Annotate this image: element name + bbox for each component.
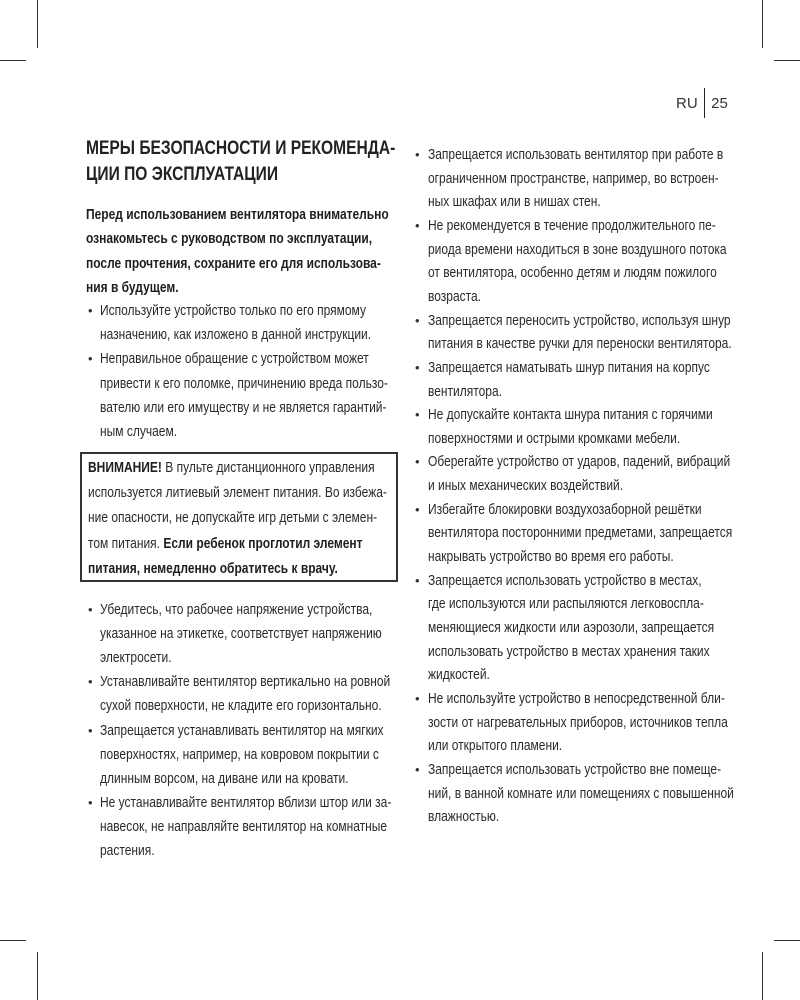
list-item-text: возраста. [428,287,481,305]
list-item-text: электросети. [100,649,172,667]
bullet-icon: • [88,794,93,810]
page-header [676,88,728,118]
warning-text: ние опасности, не допускайте игр детьми с элемен- [88,509,378,527]
list-item-text: зости от нагревательных приборов, источников тепла [428,713,728,731]
bullet-icon: • [415,407,420,423]
list-item-text: Используйте устройство только по его прямому [100,302,366,319]
list-item-text: Не допускайте контакта шнура питания с горячими [428,406,713,424]
list-item-text: питания в качестве ручки для переноски вентилятора. [428,335,732,353]
bullet-icon: • [88,351,93,367]
list-item-text: Избегайте блокировки воздухозаборной решётки [428,500,702,518]
list-item-text: сухой поверхности, не кладите его горизонтально. [100,697,382,715]
crop-mark [762,952,763,1000]
list-item-text: влажностью. [428,808,500,826]
warning-text: том питания. [88,534,164,552]
list-item-text: указанное на этикетке, соответствует напряжению [100,625,382,643]
list-item-text: Запрещается устанавливать вентилятор на мягких [100,721,384,739]
list-item-text: Неправильное обращение с устройством может [100,350,369,368]
list-item-text: растения. [100,842,155,859]
list-item-text: накрывать устройство во время его работы. [428,548,674,566]
warning-line [88,535,363,553]
bullet-icon: • [415,501,420,517]
bullet-icon: • [88,674,93,690]
bullet-icon: • [415,147,420,162]
list-item-text: от вентилятора, особенно детям и людям пожилого [428,264,717,282]
page-title: МЕРЫ БЕЗОПАСНОСТИ И РЕКОМЕНДА- [86,138,396,159]
list-item-text: или открытого пламени. [428,737,563,755]
header-divider [704,88,706,118]
list-item-text: навесок, не направляйте вентилятор на комнатные [100,817,388,835]
list-item-text: Не рекомендуется в течение продолжительного пе- [428,216,716,234]
list-item-text: вателю или его имуществу и не является гарантий- [100,398,387,416]
list-item-text: Запрещается переносить устройство, используя шнур [428,311,731,329]
list-item-text: вентилятора посторонними предметами, запрещается [428,524,733,542]
bullet-icon: • [88,722,93,738]
warning-bold-text: Если ребенок проглотил элемент [163,534,363,552]
bullet-icon: • [415,572,420,588]
crop-mark [774,60,800,61]
bullet-icon: • [415,761,420,777]
list-item-text: длинным ворсом, на диване или на кровати. [100,769,349,787]
crop-mark [774,940,800,941]
warning-line [88,560,338,578]
crop-mark [0,60,26,61]
list-item-text: поверхностями и острыми кромками мебели. [428,429,681,447]
bullet-icon: • [415,217,420,233]
crop-mark [37,952,38,1000]
bullet-icon: • [88,602,93,617]
list-item-text: Устанавливайте вентилятор вертикально на ровной [100,673,391,691]
warning-text: В пульте дистанционного управления [161,459,375,476]
bullet-icon: • [415,359,420,375]
bullet-icon: • [415,454,420,470]
list-item-text: вентилятора. [428,382,502,400]
list-item-text: Запрещается использовать вентилятор при работе в [428,146,724,163]
crop-mark [37,0,38,48]
list-item-text: Запрещается наматывать шнур питания на корпус [428,358,710,376]
list-item-text: и иных механических воздействий. [428,477,624,495]
list-item-text: ограниченном пространстве, например, во встроен- [428,169,719,187]
list-item-text: Запрещается использовать устройство в местах, [428,571,702,589]
list-item-text: ных шкафах или в нишах стен. [428,193,601,211]
list-item-text: ным случаем. [100,423,178,440]
page-title: ЦИИ ПО ЭКСПЛУАТАЦИИ [86,164,279,185]
list-item-text: назначению, как изложено в данной инструкции. [100,326,372,344]
intro-text: Перед использованием вентилятора внимательно [86,206,389,223]
crop-mark [762,0,763,48]
intro-text: ния в будущем. [86,278,179,296]
list-item-text: Запрещается использовать устройство вне помеще- [428,760,722,778]
list-item-text: поверхностях, например, на ковровом покрытии с [100,745,379,763]
warning-bold-text: питания, немедленно обратитесь к врачу. [88,559,338,577]
list-item-text: риода времени находиться в зоне воздушного потока [428,240,727,258]
list-item-text: жидкостей. [428,666,490,684]
list-item-text: меняющиеся жидкости или аэрозоли, запрещается [428,619,715,636]
list-item-text: ний, в ванной комнате или помещениях с повышенной [428,784,734,802]
warning-bold-text: ВНИМАНИЕ! [88,459,162,476]
list-item-text: Не устанавливайте вентилятор вблизи штор или за- [100,793,392,811]
crop-mark [0,940,26,941]
bullet-icon: • [415,690,420,706]
warning-text: используется литиевый элемент питания. Во избежа- [88,484,387,502]
list-item-text: где используются или распыляются легковоспла- [428,595,704,613]
page-number: 25 [711,94,728,112]
intro-text: ознакомьтесь с руководством по эксплуатации, [86,230,373,248]
language-code: RU [676,94,698,112]
bullet-icon: • [415,312,420,328]
list-item-text: Убедитесь, что рабочее напряжение устройства, [100,601,373,618]
intro-text: после прочтения, сохраните его для использова- [86,254,381,272]
warning-line [88,509,377,527]
list-item-text: привести к его поломке, причинению вреда пользо- [100,374,388,392]
warning-line [88,459,375,477]
warning-line [88,484,387,502]
list-item-text: использовать устройство в местах хранения таких [428,642,710,660]
list-item-text: Не используйте устройство в непосредственной бли- [428,689,725,707]
list-item-text: Оберегайте устройство от ударов, падений, вибраций [428,453,731,471]
bullet-icon: • [88,303,93,318]
